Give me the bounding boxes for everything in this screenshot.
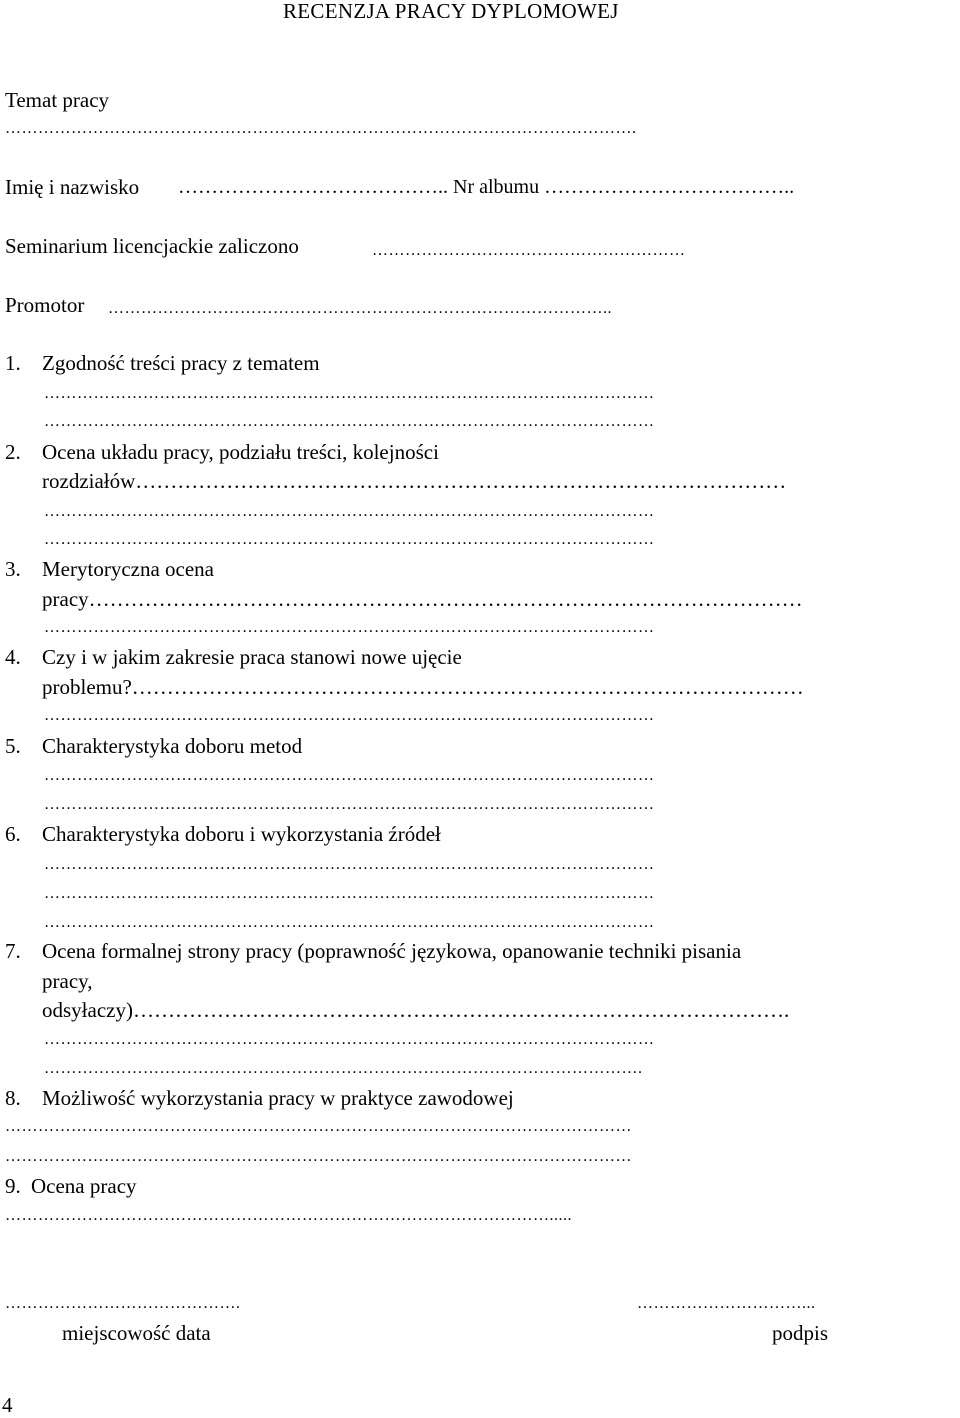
- item-2-dots-2: …………………………………………………………………………………………………: [44, 531, 655, 548]
- item-1-dots-1: …………………………………………………………………………………………………: [44, 385, 655, 402]
- item-7-number: 7.: [5, 939, 21, 963]
- signature-dots: …………………………...: [637, 1295, 816, 1312]
- item-2-number: 2.: [5, 440, 21, 464]
- item-8-dots-2: ……………………………………………………………………………………………………: [5, 1148, 632, 1165]
- item-6-dots-2: …………………………………………………………………………………………………: [44, 885, 655, 902]
- item-5-dots-2: …………………………………………………………………………………………………: [44, 796, 655, 813]
- item-7-text-2: pracy,: [42, 969, 93, 993]
- item-4-text-2: problemu?……………………………………………………………………………………: [42, 675, 804, 699]
- promotor-dots: ………………………………………………………………………………..: [108, 300, 612, 317]
- item-5-text: Charakterystyka doboru metod: [42, 734, 303, 758]
- item-9-text: Ocena pracy: [31, 1174, 137, 1198]
- seminarium-label: Seminarium licencjackie zaliczono: [5, 234, 299, 258]
- place-date-label: miejscowość data: [62, 1321, 211, 1345]
- item-9-dots-1: ……………………………………………………………………………………….....: [5, 1207, 572, 1224]
- item-6-dots-3: …………………………………………………………………………………………………: [44, 914, 655, 931]
- item-7-dots-2: ……………………………………………………………………………………………….: [44, 1060, 643, 1077]
- item-4-number: 4.: [5, 645, 21, 669]
- item-6-number: 6.: [5, 822, 21, 846]
- item-4-text: Czy i w jakim zakresie praca stanowi nowe ujęcie: [42, 645, 462, 669]
- place-date-dots: …………………………………….: [5, 1295, 241, 1312]
- temat-dots: …………………………………………………………………………………………………….: [5, 120, 637, 137]
- item-8-number: 8.: [5, 1086, 21, 1110]
- item-5-dots-1: …………………………………………………………………………………………………: [44, 767, 655, 784]
- item-1-number: 1.: [5, 351, 21, 375]
- item-4-dots-1: …………………………………………………………………………………………………: [44, 707, 655, 724]
- document-title: RECENZJA PRACY DYPLOMOWEJ: [283, 0, 619, 23]
- page-number: 4: [2, 1393, 13, 1417]
- seminarium-dots: …………………………………………………: [372, 242, 686, 259]
- item-8-dots-1: ……………………………………………………………………………………………………: [5, 1118, 632, 1135]
- item-9-number: 9.: [5, 1174, 21, 1198]
- item-6-text: Charakterystyka doboru i wykorzystania źródeł: [42, 822, 441, 846]
- item-5-number: 5.: [5, 734, 21, 758]
- item-3-text-2: pracy…………………………………………………………………………………………: [42, 587, 803, 611]
- item-7-text: Ocena formalnej strony pracy (poprawność językowa, opanowanie techniki pisania: [42, 939, 742, 963]
- item-3-text: Merytoryczna ocena: [42, 557, 214, 581]
- item-2-text-2: rozdziałów…………………………………………………………………………………: [42, 469, 787, 493]
- temat-label: Temat pracy: [5, 88, 110, 112]
- item-8-text: Możliwość wykorzystania pracy w praktyce zawodowej: [42, 1086, 514, 1110]
- item-3-dots-1: …………………………………………………………………………………………………: [44, 619, 655, 636]
- item-2-text: Ocena układu pracy, podziału treści, kolejności: [42, 440, 439, 464]
- signature-label: podpis: [772, 1321, 829, 1345]
- item-6-dots-1: …………………………………………………………………………………………………: [44, 856, 655, 873]
- item-7-text-3: odsyłaczy)………………………………………………………………………………….: [42, 998, 790, 1022]
- imie-dots: ………………………………….. Nr albumu ………………………………..: [178, 176, 795, 198]
- item-2-dots-1: …………………………………………………………………………………………………: [44, 503, 655, 520]
- item-7-dots-1: …………………………………………………………………………………………………: [44, 1031, 655, 1048]
- item-1-text: Zgodność treści pracy z tematem: [42, 351, 320, 375]
- item-3-number: 3.: [5, 557, 21, 581]
- imie-label: Imię i nazwisko: [5, 175, 140, 199]
- promotor-label: Promotor: [5, 293, 85, 317]
- item-1-dots-2: …………………………………………………………………………………………………: [44, 413, 655, 430]
